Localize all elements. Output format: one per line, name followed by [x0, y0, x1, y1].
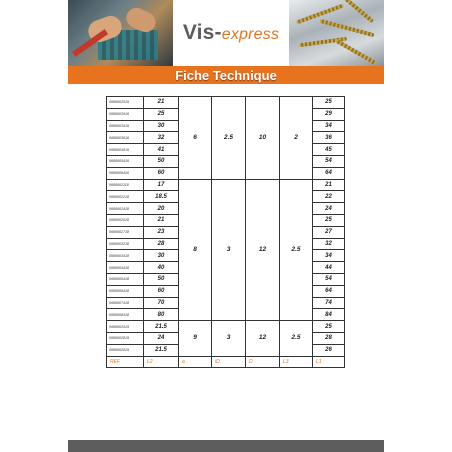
- ref-cell: 0686602518: [107, 214, 144, 226]
- ref-cell: 0686602619: [107, 344, 144, 356]
- l1-cell: 34: [313, 120, 345, 132]
- l1-cell: 25: [313, 97, 345, 109]
- l1-cell: 34: [313, 250, 345, 262]
- l1-cell: 21: [313, 179, 345, 191]
- brand-logo: [183, 21, 279, 45]
- column-header-l1: L1: [313, 356, 345, 368]
- column-header-d: D: [246, 356, 280, 368]
- a-cell: 8: [179, 179, 212, 321]
- ref-cell: 0686602118: [107, 179, 144, 191]
- id-cell: 2.5: [212, 97, 246, 180]
- ref-cell: 0686606418: [107, 285, 144, 297]
- d-cell: 12: [246, 179, 280, 321]
- brand-accent: express: [221, 26, 280, 43]
- l1-cell: 32: [313, 238, 345, 250]
- l2-cell: 70: [144, 297, 179, 309]
- l2-cell: 50: [144, 273, 179, 285]
- l3-cell: 2.5: [280, 321, 313, 356]
- ref-cell: 0686607418: [107, 297, 144, 309]
- l1-cell: 45: [313, 144, 345, 156]
- d-cell: 10: [246, 97, 280, 180]
- l2-cell: 21.5: [144, 344, 179, 356]
- ref-cell: 0686608418: [107, 309, 144, 321]
- ref-cell: 0686603416: [107, 120, 144, 132]
- logo-area: [173, 0, 289, 66]
- ref-cell: 0686604418: [107, 262, 144, 274]
- l2-cell: 28: [144, 238, 179, 250]
- l2-cell: 24: [144, 332, 179, 344]
- l1-cell: 28: [313, 332, 345, 344]
- l1-cell: 29: [313, 108, 345, 120]
- l2-cell: 60: [144, 285, 179, 297]
- l1-cell: 64: [313, 285, 345, 297]
- id-cell: 3: [212, 321, 246, 356]
- l2-cell: 20: [144, 203, 179, 215]
- l1-cell: 64: [313, 167, 345, 179]
- ref-cell: 0686603218: [107, 238, 144, 250]
- ref-cell: 0686603418: [107, 250, 144, 262]
- l2-cell: 21: [144, 214, 179, 226]
- column-header-id: iD: [212, 356, 246, 368]
- l1-cell: 54: [313, 155, 345, 167]
- ref-cell: 0686602418: [107, 203, 144, 215]
- brand-main: Vis-: [182, 21, 222, 44]
- table-row: [107, 97, 345, 109]
- ref-cell: 0686605418: [107, 273, 144, 285]
- l1-cell: 24: [313, 203, 345, 215]
- l2-cell: 40: [144, 262, 179, 274]
- ref-cell: 0686603616: [107, 132, 144, 144]
- l2-cell: 30: [144, 250, 179, 262]
- tools-photo: [68, 0, 173, 66]
- footer-bar: [68, 440, 384, 452]
- l1-cell: 22: [313, 191, 345, 203]
- ref-cell: 0686605416: [107, 155, 144, 167]
- ref-cell: 0686606416: [107, 167, 144, 179]
- l2-cell: 25: [144, 108, 179, 120]
- l2-cell: 21.5: [144, 321, 179, 333]
- ref-cell: 0686604516: [107, 144, 144, 156]
- table-row: [107, 321, 345, 333]
- ref-cell: 0686602819: [107, 332, 144, 344]
- id-cell: 3: [212, 179, 246, 321]
- column-header-l3: L3: [280, 356, 313, 368]
- l2-cell: 18.5: [144, 191, 179, 203]
- l2-cell: 23: [144, 226, 179, 238]
- header: [68, 0, 384, 66]
- d-cell: 12: [246, 321, 280, 356]
- l1-cell: 36: [313, 132, 345, 144]
- l1-cell: 27: [313, 226, 345, 238]
- column-header-a: a: [179, 356, 212, 368]
- ref-cell: 0686602218: [107, 191, 144, 203]
- column-header-ref: REF: [107, 356, 144, 368]
- ref-cell: 0686602916: [107, 108, 144, 120]
- ref-cell: 0686602718: [107, 226, 144, 238]
- l2-cell: 21: [144, 97, 179, 109]
- l3-cell: 2: [280, 97, 313, 180]
- l2-cell: 80: [144, 309, 179, 321]
- l1-cell: 26: [313, 344, 345, 356]
- l2-cell: 41: [144, 144, 179, 156]
- l1-cell: 25: [313, 214, 345, 226]
- l2-cell: 32: [144, 132, 179, 144]
- l1-cell: 25: [313, 321, 345, 333]
- l2-cell: 50: [144, 155, 179, 167]
- l1-cell: 54: [313, 273, 345, 285]
- column-header-l2: L2: [144, 356, 179, 368]
- l1-cell: 44: [313, 262, 345, 274]
- title-banner: [68, 66, 384, 84]
- spec-table: [106, 96, 345, 368]
- l1-cell: 74: [313, 297, 345, 309]
- l3-cell: 2.5: [280, 179, 313, 321]
- screws-photo: [289, 0, 384, 66]
- a-cell: 9: [179, 321, 212, 356]
- l2-cell: 60: [144, 167, 179, 179]
- l2-cell: 30: [144, 120, 179, 132]
- ref-cell: 0686602516: [107, 97, 144, 109]
- l2-cell: 17: [144, 179, 179, 191]
- banner-title: Fiche Technique: [175, 67, 277, 83]
- table-row: [107, 179, 345, 191]
- table-header-row: [107, 356, 345, 368]
- ref-cell: 0686602519: [107, 321, 144, 333]
- a-cell: 6: [179, 97, 212, 180]
- l1-cell: 84: [313, 309, 345, 321]
